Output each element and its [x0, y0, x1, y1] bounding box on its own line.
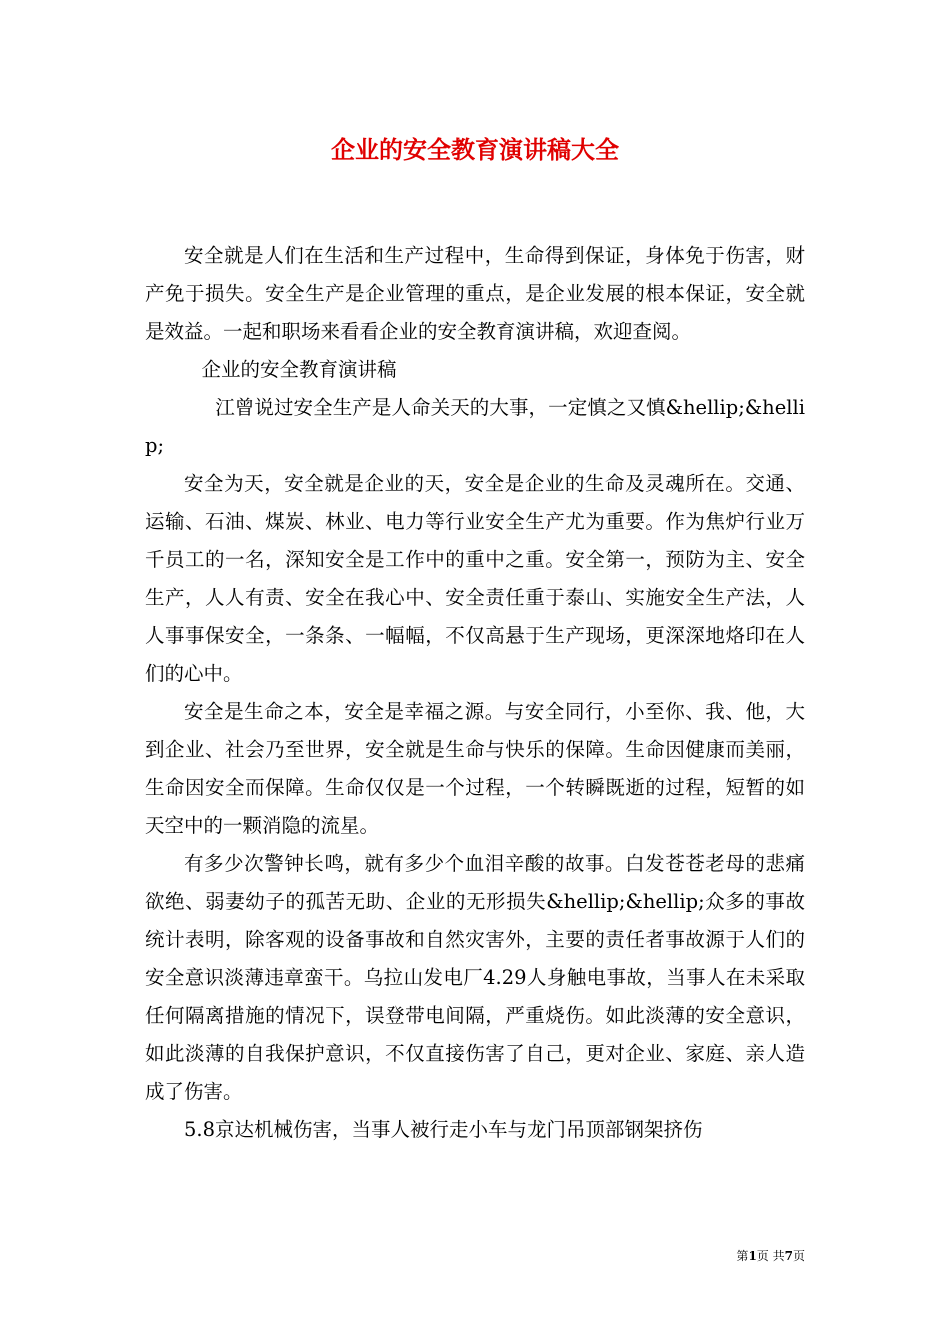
quote-paragraph: 江曾说过安全生产是人命关天的大事，一定慎之又慎&hellip;&hellip;	[145, 396, 805, 457]
body-paragraph: 安全为天，安全就是企业的天，安全是企业的生命及灵魂所在。交通、运输、石油、煤炭、林业、电力等行业安全生产尤为重要。作为焦炉行业万千员工的一名，深知安全是工作中的重中之重。安全第一，预防为主、安全生产，人人有责、安全在我心中、安全责任重于泰山、实施安全生产法，人人事事保安全，一条条、一幅幅，不仅高悬于生产现场，更深深地烙印在人们的心中。	[145, 472, 805, 685]
footer-suffix: 页	[792, 1249, 805, 1263]
footer-prefix: 第	[736, 1249, 749, 1263]
intro-paragraph: 安全就是人们在生活和生产过程中，生命得到保证，身体免于伤害，财产免于损失。安全生产是企业管理的重点，是企业发展的根本保证，安全就是效益。一起和职场来看看企业的安全教育演讲稿，欢迎查阅。	[145, 244, 805, 343]
current-page-number: 1	[748, 1249, 757, 1263]
body-paragraph: 有多少次警钟长鸣，就有多少个血泪辛酸的故事。白发苍苍老母的悲痛欲绝、弱妻幼子的孤苦无助、企业的无形损失&hellip;&hellip;众多的事故统计表明，除客观的设备事故和自然灾害外，主要的责任者事故源于人们的安全意识淡薄违章蛮干。乌拉山发电厂4.29人身触电事故，当事人在未采取任何隔离措施的情况下，误登带电间隔，严重烧伤。如此淡薄的安全意识，如此淡薄的自我保护意识，不仅直接伤害了自己，更对企业、家庭、亲人造成了伤害。	[145, 852, 805, 1103]
body-paragraph: 5.8京达机械伤害，当事人被行走小车与龙门吊顶部钢架挤伤	[184, 1118, 703, 1141]
page-number-footer	[736, 1247, 805, 1265]
total-pages-number: 7	[784, 1249, 793, 1263]
body-paragraph: 安全是生命之本，安全是幸福之源。与安全同行，小至你、我、他，大到企业、社会乃至世界，安全就是生命与快乐的保障。生命因健康而美丽，生命因安全而保障。生命仅仅是一个过程，一个转瞬既逝的过程，短暂的如天空中的一颗消隐的流星。	[145, 700, 805, 837]
speech-subtitle: 企业的安全教育演讲稿	[201, 358, 397, 381]
document-body	[145, 237, 805, 1149]
footer-middle: 页 共	[756, 1249, 785, 1263]
page-title: 企业的安全教育演讲稿大全	[331, 135, 619, 164]
